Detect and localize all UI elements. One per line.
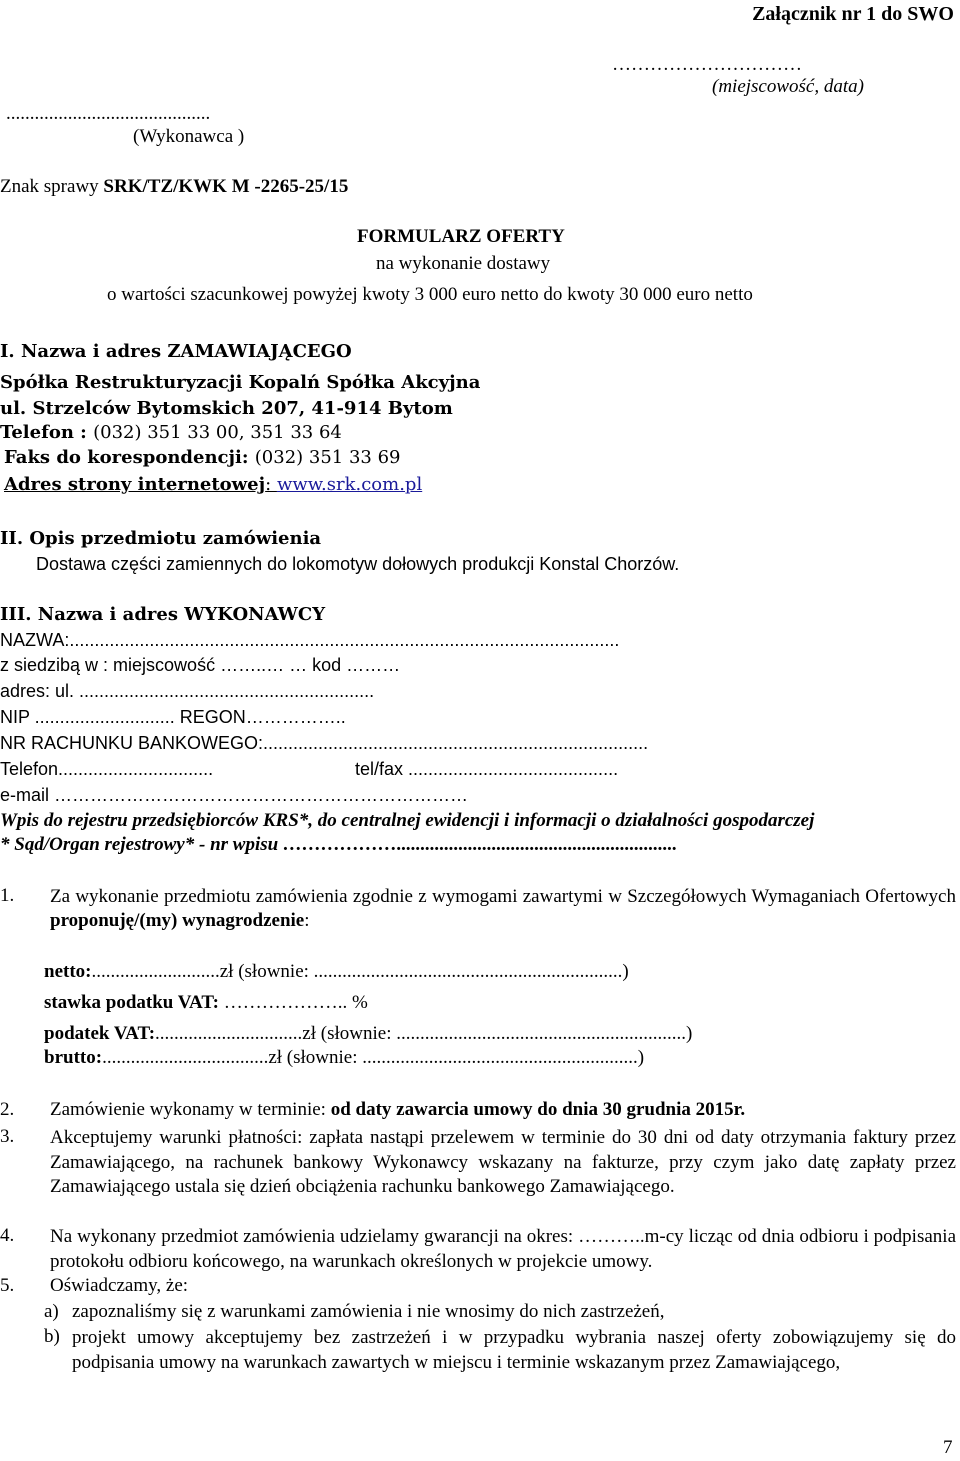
fax-label: Faks do korespondencji:	[4, 447, 255, 468]
vat-line	[44, 1023, 692, 1046]
brutto-label: brutto:	[44, 1047, 103, 1068]
case-number	[0, 176, 348, 199]
vat-rate-line	[44, 992, 368, 1015]
point-1-remuneration: proponuję/(my) wynagrodzenie	[50, 910, 305, 931]
contractor-nip-regon-field: NIP ............................ REGON……………..	[0, 707, 346, 727]
contractor-seat-field: z siedzibą w : miejscowość ……..… … kod ………	[0, 655, 401, 675]
point-1-body: Za wykonanie przedmiotu zamówienia zgodnie z wymogami zawartymi w Szczegółowych Wymaganiach Ofertowych	[50, 886, 956, 907]
point-2-deadline: od daty zawarcia umowy do dnia 30 grudnia 2015r.	[330, 1099, 746, 1120]
place-date-dots: …………………………	[612, 54, 802, 75]
section-2-heading: II. Opis przedmiotu zamówienia	[0, 528, 322, 549]
point-2-number: 2.	[0, 1099, 15, 1120]
contractor-dots: ...........................................	[6, 103, 211, 124]
page-number: 7	[943, 1437, 953, 1458]
place-date-label: (miejscowość, data)	[712, 76, 864, 97]
item-b-marker: b)	[44, 1326, 60, 1347]
contractor-address-field: adres: ul. ...........................................................	[0, 681, 375, 701]
website-link[interactable]: www.srk.com.pl	[276, 474, 423, 495]
phone-value: (032) 351 33 00, 351 33 64	[93, 422, 342, 443]
point-4-text: Na wykonany przedmiot zamówienia udzielamy gwarancji na okres: ………..m-cy licząc od dnia odbioru i podpisania protokołu odbioru końcowego, na warunkach określonych w projekcie umowy.	[50, 1226, 956, 1272]
web-colon: :	[265, 474, 277, 495]
case-prefix: Znak sprawy	[0, 176, 104, 197]
point-1-number: 1.	[0, 885, 15, 906]
ordering-website	[4, 474, 422, 496]
section-3-heading: III. Nazwa i adres WYKONAWCY	[0, 604, 326, 625]
item-b-text: projekt umowy akceptujemy bez zastrzeżeń i w przypadku wybrania naszej oferty zobowiązujemy się do podpisania umowy na warunkach zawartych w miejscu i terminie wskazanym przez Zamawiającego,	[72, 1327, 956, 1373]
vat-rate-label: stawka podatku VAT:	[44, 992, 219, 1013]
point-2-body: Zamówienie wykonamy w terminie:	[50, 1099, 331, 1120]
vat-rest: ...............................zł (słownie: .............................................................)	[155, 1023, 693, 1044]
brutto-rest: ...................................zł (słownie: ..........................................................)	[102, 1047, 645, 1068]
form-subtitle-1: na wykonanie dostawy	[376, 253, 551, 274]
point-3-text: Akceptujemy warunki płatności: zapłata nastąpi przelewem w terminie do 30 dni od daty otrzymania faktury przez Zamawiającego, na rachunek bankowy Wykonawcy wskazany na fakturze, przy czym jako datę zapłaty przez Zamawiającego ustala się dzień obciążenia rachunku bankowego Zamawiającego.	[50, 1127, 956, 1197]
form-title: FORMULARZ OFERTY	[357, 226, 565, 247]
court-registry-label: * Sąd/Organ rejestrowy* - nr wpisu ………………...........................................................	[0, 834, 678, 855]
ordering-fax	[4, 447, 401, 469]
netto-line	[44, 961, 629, 984]
netto-label: netto:	[44, 961, 92, 982]
contractor-label: (Wykonawca )	[133, 126, 245, 147]
phone-label: Telefon :	[0, 422, 94, 443]
point-3-number: 3.	[0, 1126, 15, 1147]
web-label: Adres strony internetowej	[4, 474, 266, 495]
point-1-text	[50, 885, 956, 933]
case-no: SRK/TZ/KWK M -2265-25/15	[103, 176, 349, 197]
item-a-marker: a)	[44, 1301, 59, 1322]
vat-rate-rest: ……………….. %	[218, 992, 368, 1013]
fax-value: (032) 351 33 69	[254, 447, 401, 468]
point-5-text: Oświadczamy, że:	[50, 1275, 189, 1296]
vat-label: podatek VAT:	[44, 1023, 156, 1044]
annex-label: Załącznik nr 1 do SWO	[752, 3, 954, 25]
point-4-number: 4.	[0, 1225, 15, 1246]
contractor-bank-field: NR RACHUNKU BANKOWEGO:.............................................................................	[0, 733, 649, 753]
contractor-phone-field: Telefon...............................	[0, 759, 214, 779]
brutto-line	[44, 1047, 644, 1070]
ordering-address: ul. Strzelców Bytomskich 207, 41-914 Bytom	[0, 398, 453, 419]
order-description: Dostawa części zamiennych do lokomotyw dołowych produkcji Konstal Chorzów.	[36, 554, 680, 574]
ordering-company: Spółka Restrukturyzacji Kopalń Spółka Akcyjna	[0, 372, 481, 393]
contractor-email-field: e-mail ……………………………………………………………	[0, 785, 469, 805]
point-1-colon: :	[304, 910, 310, 931]
item-a-text: zapoznaliśmy się z warunkami zamówienia i nie wnosimy do nich zastrzeżeń,	[72, 1301, 665, 1322]
contractor-fax-field: tel/fax ..........................................	[355, 759, 619, 779]
section-1-heading: I. Nazwa i adres ZAMAWIAJĄCEGO	[0, 341, 352, 362]
point-2-text	[50, 1099, 745, 1122]
ordering-phone	[0, 422, 342, 444]
netto-rest: ...........................zł (słownie: .................................................................)	[91, 961, 629, 982]
contractor-name-field: NAZWA:..............................................................................................................	[0, 630, 620, 650]
form-subtitle-2: o wartości szacunkowej powyżej kwoty 3 000 euro netto do kwoty 30 000 euro netto	[107, 284, 753, 305]
krs-registry-label: Wpis do rejestru przedsiębiorców KRS*, do centralnej ewidencji i informacji o działalności gospodarczej	[0, 810, 815, 831]
point-5-number: 5.	[0, 1275, 15, 1296]
